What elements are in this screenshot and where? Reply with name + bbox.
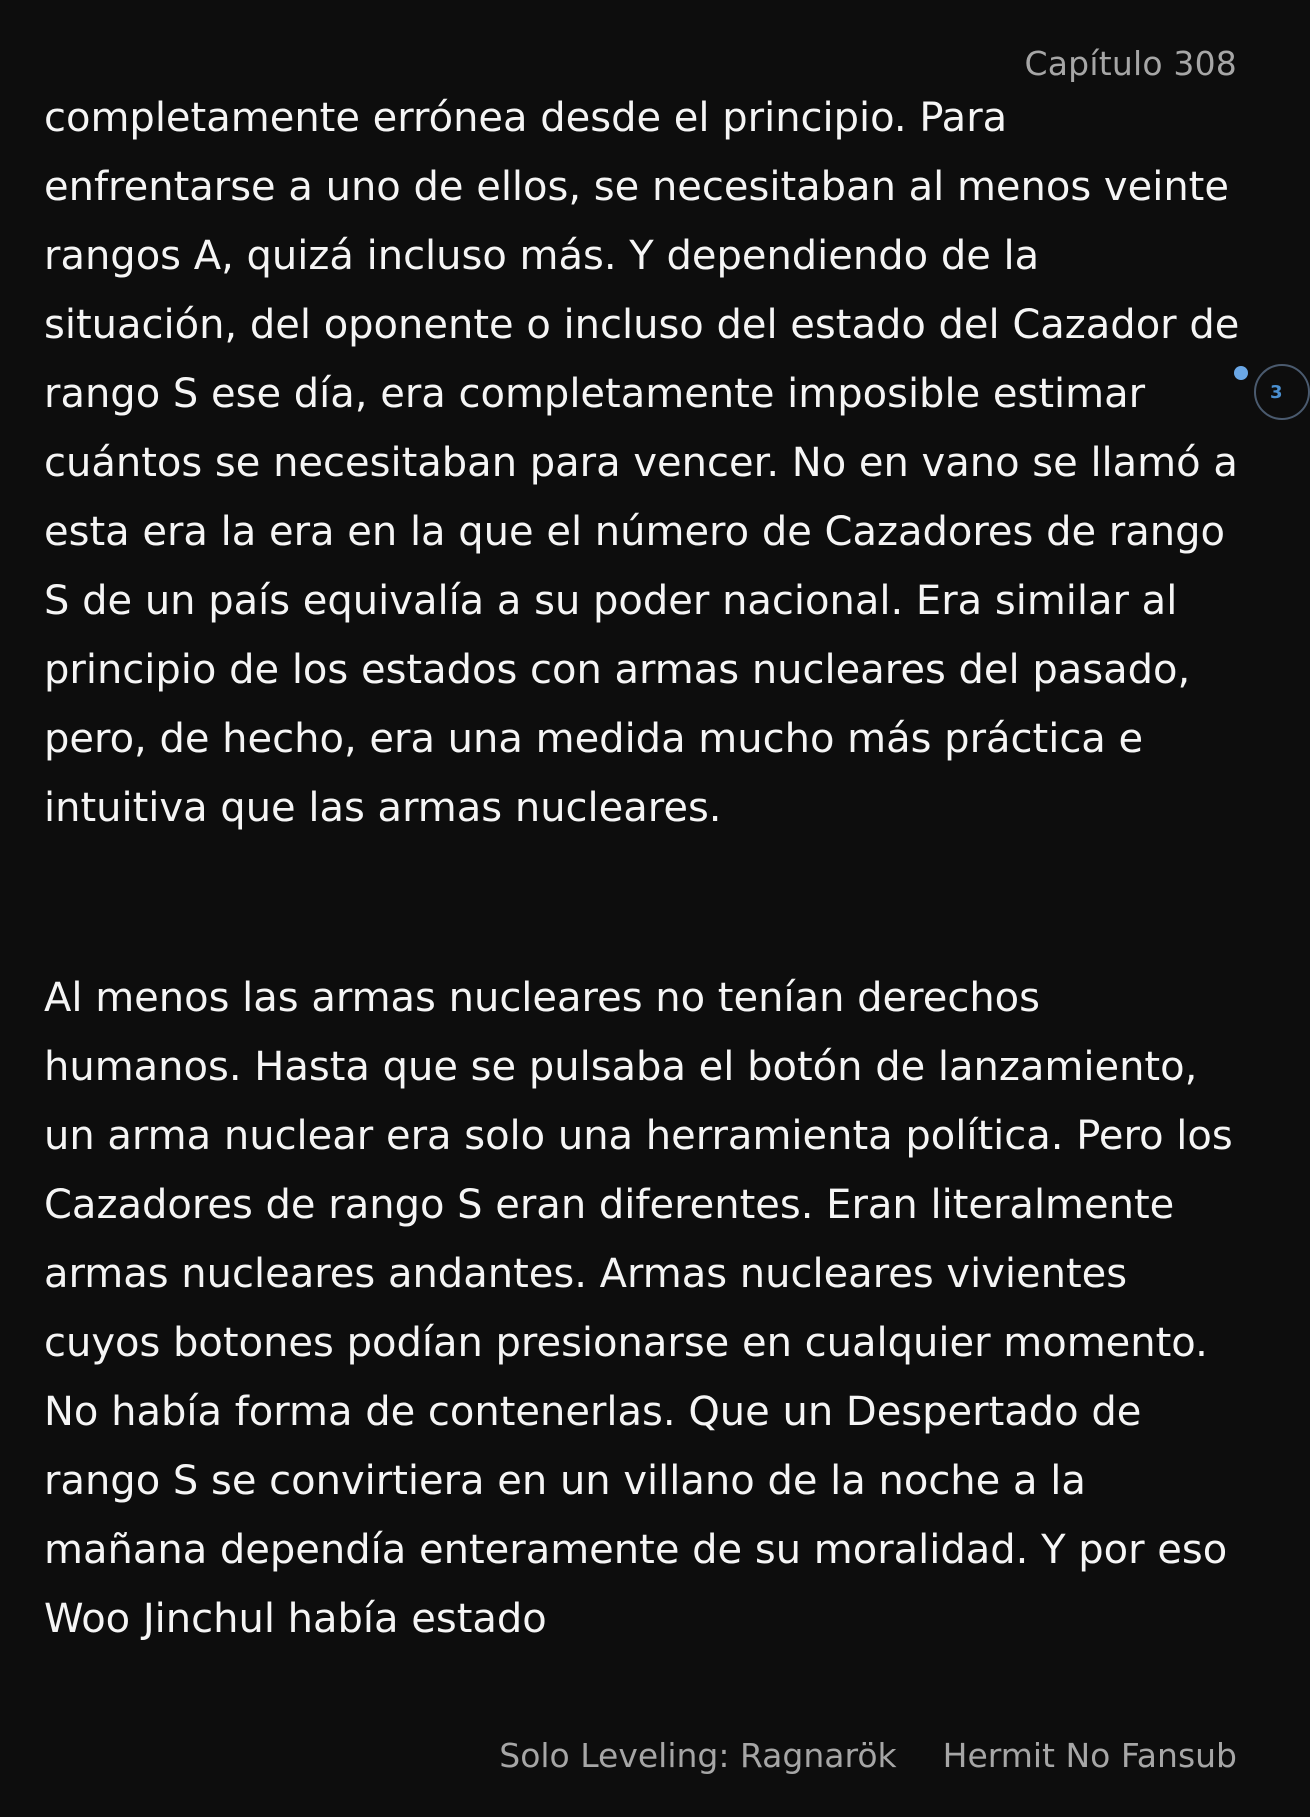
- paragraph: completamente errónea desde el principio. Para enfrentarse a uno de ellos, se necesitaban al menos veinte rangos A, quizá incluso más. Y dependiendo de la situación, del oponente o incluso del estado del Cazador de rango S ese día, era completamente imposible estimar cuántos se necesitaban para vencer. No en vano se llamó a esta era la era en la que el número de Cazadores de rango S de un país equivalía a su poder nacional. Era similar al principio de los estados con armas nucleares del pasado, pero, de hecho, era una medida mucho más práctica e intuitiva que las armas nucleares.: [44, 95, 1240, 831]
- chapter-title: Capítulo 308: [1024, 44, 1237, 83]
- paragraph: Al menos las armas nucleares no tenían derechos humanos. Hasta que se pulsaba el botón de lanzamiento, un arma nuclear era solo una herramienta política. Pero los Cazadores de rango S eran diferentes. Eran literalmente armas nucleares andantes. Armas nucleares vivientes cuyos botones podían presionarse en cualquier momento. No había forma de contenerlas. Que un Despertado de rango S se convirtiera en un villano de la noche a la mañana dependía enteramente de su moralidad. Y por eso Woo Jinchul había estado: [44, 975, 1233, 1642]
- footer: [499, 1736, 1237, 1775]
- page-marker-dot: [1234, 366, 1248, 380]
- translator-credit: Hermit No Fansub: [942, 1736, 1237, 1775]
- book-title: Solo Leveling: Ragnarök: [499, 1736, 897, 1775]
- page-number-indicator[interactable]: 3: [1254, 364, 1310, 420]
- reader-content: [44, 84, 1244, 1654]
